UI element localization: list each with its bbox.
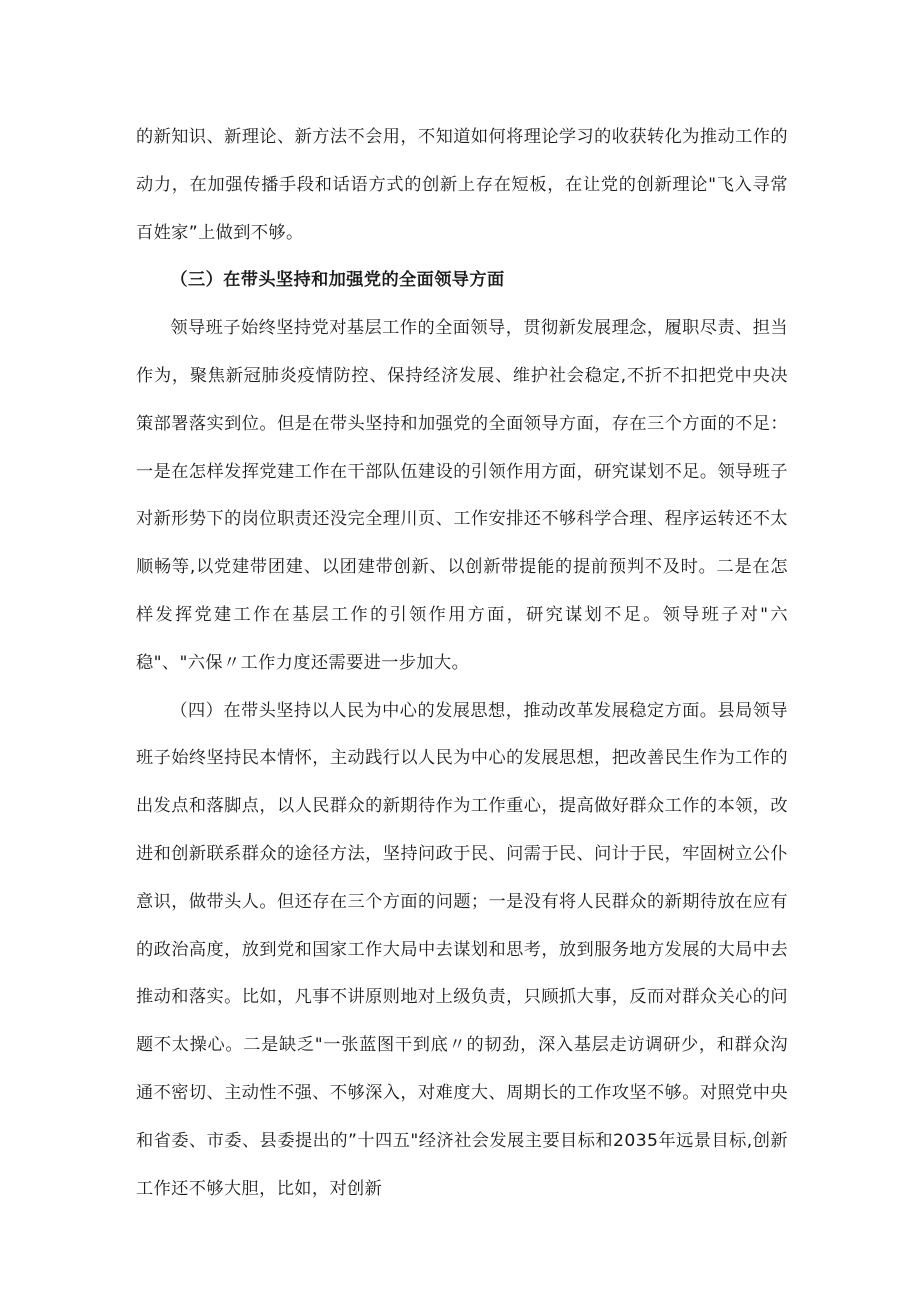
paragraph-leadership: 领导班子始终坚持党对基层工作的全面领导，贯彻新发展理念，履职尽责、担当作为，聚焦新冠肺炎疫情防控、保持经济发展、维护社会稳定,不折不扣把党中央决策部署落实到位。但是在带头坚持和加强党的全面领导方面，存在三个方面的不足：一是在怎样发挥党建工作在干部队伍建设的引领作用方面，研究谋划不足。领导班子对新形势下的岗位职责还没完全理川页、工作安排还不够科学合理、程序运转还不太顺畅等,以党建带团建、以团建带创新、以创新带提能的提前预判不及时。二是在怎样发挥党建工作在基层工作的引领作用方面，研究谋划不足。领导班子对"六稳"、"六保〃工作力度还需要进一步加大。 xyxy=(136,318,788,673)
document-body xyxy=(136,114,788,1213)
paragraph-section-four: （四）在带头坚持以人民为中心的发展思想，推动改革发展稳定方面。县局领导班子始终坚持民本情怀，主动践行以人民为中心的发展思想，把改善民生作为工作的出发点和落脚点，以人民群众的新期待作为工作重心，提高做好群众工作的本领，改进和创新联系群众的途径方法，坚持问政于民、问需于民、问计于民，牢固树立公仆意识，做带头人。但还存在三个方面的问题；一是没有将人民群众的新期待放在应有的政治高度，放到党和国家工作大局中去谋划和思考，放到服务地方发展的大局中去推动和落实。比如，凡事不讲原则地对上级负责，只顾抓大事，反而对群众关心的问题不太操心。二是缺乏"一张蓝图干到底〃的韧劲，深入基层走访调研少，和群众沟通不密切、主动性不强、不够深入，对难度大、周期长的工作攻坚不够。对照党中央和省委、市委、县委提出的”十四五"经济社会发展主要目标和2035年远景目标,创新工作还不够大胆，比如，对创新 xyxy=(136,700,788,1199)
paragraph-continuation: 的新知识、新理论、新方法不会用，不知道如何将理论学习的收获转化为推动工作的动力，在加强传播手段和话语方式的创新上存在短板，在让党的创新理论"飞入寻常百姓家”上做到不够。 xyxy=(136,127,788,243)
section-heading-three: （三）在带头坚持和加强党的全面领导方面 xyxy=(170,270,505,291)
